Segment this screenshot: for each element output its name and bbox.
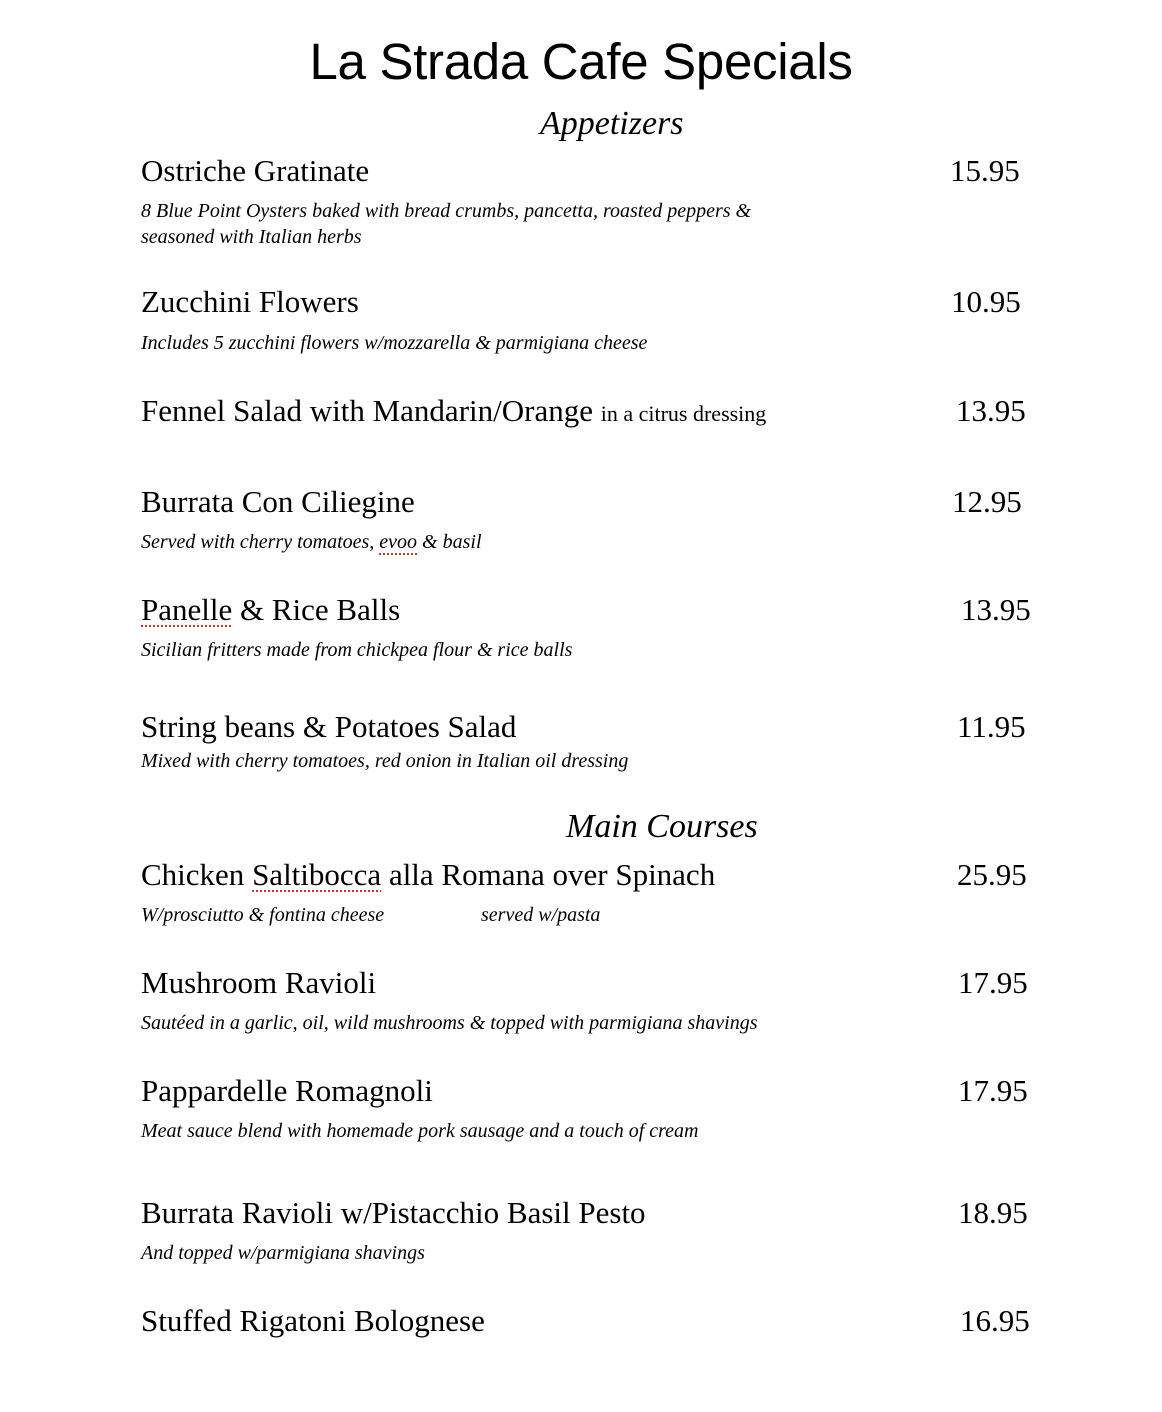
item-price-burrata-ravioli: 18.95 <box>958 1195 1028 1230</box>
item-desc-burrata-part2: & basil <box>417 531 482 553</box>
item-desc-chicken-saltibocca-right: served w/pasta <box>481 904 601 926</box>
item-price-chicken-saltibocca: 25.95 <box>957 857 1027 892</box>
item-name-zucchini-flowers: Zucchini Flowers <box>141 284 359 319</box>
item-price-panelle-rice-balls: 13.95 <box>961 592 1031 627</box>
menu-title: La Strada Cafe Specials <box>309 33 853 90</box>
item-desc-string-beans-potatoes-salad: Mixed with cherry tomatoes, red onion in Italian oil dressing <box>141 750 629 772</box>
item-desc-burrata-ravioli: And topped w/parmigiana shavings <box>141 1242 425 1264</box>
item-name-chicken-saltibocca <box>141 857 715 893</box>
item-name-pappardelle-romagnoli: Pappardelle Romagnoli <box>141 1073 433 1108</box>
item-desc-burrata-con-ciliegine <box>141 529 482 555</box>
item-name-chicken-flagged-word: Saltibocca <box>252 857 382 892</box>
item-name-ostriche-gratinate: Ostriche Gratinate <box>141 153 370 188</box>
item-price-burrata-con-ciliegine: 12.95 <box>952 484 1022 519</box>
item-desc-burrata-part1: Served with cherry tomatoes, <box>141 531 380 553</box>
item-price-mushroom-ravioli: 17.95 <box>958 965 1028 1000</box>
item-desc-mushroom-ravioli: Sautéed in a garlic, oil, wild mushrooms & topped with parmigiana shavings <box>141 1012 758 1034</box>
item-price-pappardelle-romagnoli: 17.95 <box>958 1073 1028 1108</box>
item-desc-chicken-saltibocca-left: W/prosciutto & fontina cheese <box>141 904 385 926</box>
item-name-string-beans-potatoes-salad: String beans & Potatoes Salad <box>141 709 517 744</box>
item-name-stuffed-rigatoni-bolognese: Stuffed Rigatoni Bolognese <box>141 1303 485 1338</box>
item-note-fennel-salad: in a citrus dressing <box>600 401 767 426</box>
item-name-mushroom-ravioli: Mushroom Ravioli <box>141 965 377 1000</box>
item-desc-panelle-rice-balls: Sicilian fritters made from chickpea flour & rice balls <box>141 639 573 661</box>
item-desc-ostriche-gratinate-line2: seasoned with Italian herbs <box>141 226 362 248</box>
item-price-stuffed-rigatoni-bolognese: 16.95 <box>960 1303 1030 1338</box>
item-name-panelle-flagged-word: Panelle <box>141 592 233 627</box>
item-desc-zucchini-flowers: Includes 5 zucchini flowers w/mozzarella & parmigiana cheese <box>141 332 648 354</box>
item-name-panelle-rest: & Rice Balls <box>232 592 401 627</box>
item-name-fennel-salad-text: Fennel Salad with Mandarin/Orange <box>141 393 593 428</box>
item-name-burrata-con-ciliegine: Burrata Con Ciliegine <box>141 484 415 519</box>
item-price-string-beans-potatoes-salad: 11.95 <box>957 709 1026 744</box>
item-price-zucchini-flowers: 10.95 <box>951 284 1021 319</box>
item-name-chicken-part2: alla Romana over Spinach <box>381 857 716 892</box>
item-name-chicken-part1: Chicken <box>141 857 253 892</box>
item-price-fennel-salad: 13.95 <box>956 393 1026 428</box>
section-heading-main-courses: Main Courses <box>566 808 758 845</box>
section-heading-appetizers: Appetizers <box>540 105 684 142</box>
item-desc-pappardelle-romagnoli: Meat sauce blend with homemade pork sausage and a touch of cream <box>141 1120 699 1142</box>
item-name-burrata-ravioli: Burrata Ravioli w/Pistacchio Basil Pesto <box>141 1195 646 1230</box>
item-price-ostriche-gratinate: 15.95 <box>950 153 1020 188</box>
item-name-panelle-rice-balls <box>141 592 400 628</box>
item-name-fennel-salad <box>141 393 766 432</box>
item-desc-burrata-flagged-word: evoo <box>379 531 418 553</box>
item-desc-ostriche-gratinate-line1: 8 Blue Point Oysters baked with bread crumbs, pancetta, roasted peppers & <box>141 200 752 222</box>
